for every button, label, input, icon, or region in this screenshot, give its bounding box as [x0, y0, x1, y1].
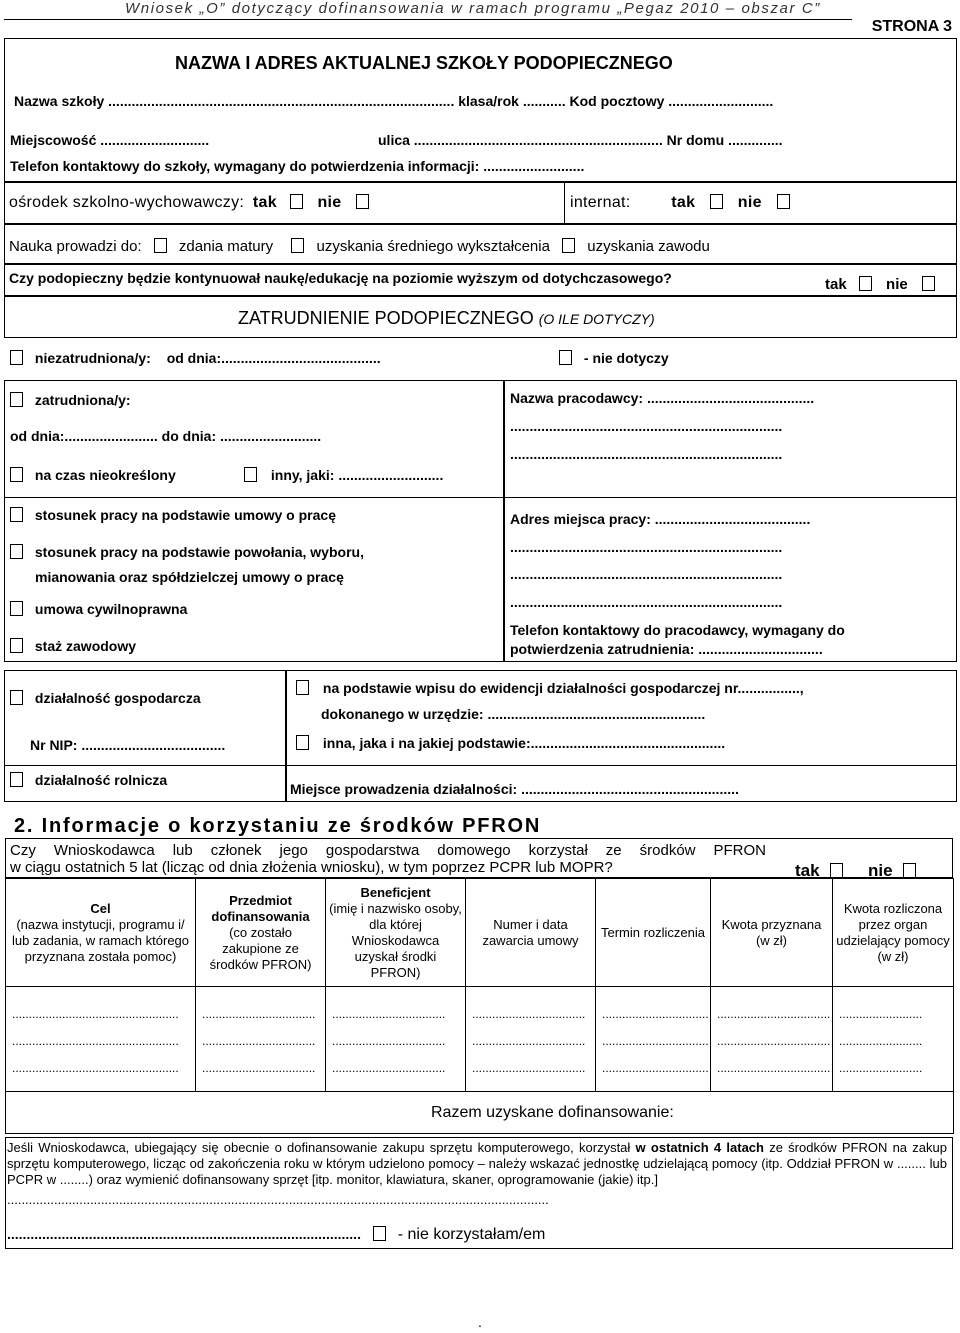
school-phone-field[interactable]: Telefon kontaktowy do szkoły, wymagany do potwierdzenia informacji: ..........................: [10, 158, 585, 174]
employed-dates-field[interactable]: od dnia:........................ do dnia: ..........................: [10, 428, 322, 444]
continue-nie-checkbox[interactable]: [922, 276, 935, 291]
col-cel-title: Cel: [90, 900, 111, 916]
indefinite-checkbox[interactable]: [10, 467, 23, 482]
school-city-field[interactable]: Miejscowość ............................: [10, 132, 210, 148]
osrodek-tak-label: tak: [252, 194, 277, 211]
employer-name-field[interactable]: Nazwa pracodawcy: ...........................................: [510, 390, 815, 406]
not-applicable-label: - nie dotyczy: [583, 350, 669, 366]
school-section-title: NAZWA I ADRES AKTUALNEJ SZKOŁY PODOPIECZNEGO: [175, 53, 673, 73]
pfron-tak-checkbox[interactable]: [830, 863, 843, 878]
internat-tak-checkbox[interactable]: [710, 194, 723, 209]
contract1-checkbox[interactable]: [10, 507, 23, 522]
pfron-question-1: Czy Wnioskodawca lub członek jego gospodarstwa domowego korzystał ze środków PFRON: [10, 842, 766, 859]
osrodek-nie-checkbox[interactable]: [356, 194, 369, 209]
pfron-question-2: w ciągu ostatnich 5 lat (licząc od dnia złożenia wniosku), w tym poprzez PCPR lub MOPR?: [10, 859, 613, 876]
unemployed-since-field[interactable]: od dnia:.........................................: [166, 350, 381, 366]
footer-dot: .: [478, 1314, 482, 1330]
contract3-checkbox[interactable]: [10, 601, 23, 616]
school-name-field[interactable]: Nazwa szkoły ......................................................................................... klasa/rok ........... Kod pocztowy ...........................: [14, 93, 774, 109]
employer-divider: [504, 497, 957, 498]
contract4-checkbox[interactable]: [10, 638, 23, 653]
not-applicable-checkbox[interactable]: [559, 350, 572, 365]
contract2-label: stosunek pracy na podstawie powołania, wyboru,: [34, 544, 364, 560]
note-text-2: ze środków PFRON na zakup sprzętu komputerowego, licząc od zakończenia roku w którym udzielono pomocy – należy wskazać jednostkę udzielającą pomocy (itp. Oddział PFRON w ........ lub PCPR w ........) oraz wymienić dofinansowany sprzęt [itp. monitor, klawiatura, skaner, oprogramowanie (jakie) itp.]: [7, 1140, 947, 1187]
nip-field[interactable]: Nr NIP: .....................................: [30, 737, 226, 753]
table-cell-kwota-rozliczona[interactable]: ......................... ......................... .........................: [833, 987, 954, 1092]
col-beneficjent-sub: (imię i nazwisko osoby, dla której Wnioskodawca uzyskał środki PFRON): [329, 900, 462, 980]
pfron-table: [5, 878, 954, 1134]
table-cell-kwota-przyznana[interactable]: .................................. .................................. ..................................: [711, 987, 833, 1092]
other-term-field[interactable]: inny, jaki: ...........................: [270, 467, 444, 483]
pfron-nie-checkbox[interactable]: [903, 863, 916, 878]
note-paragraph: [7, 1140, 947, 1188]
contract1-label: stosunek pracy na podstawie umowy o pracę: [34, 507, 336, 523]
business-label: działalność gospodarcza: [34, 690, 201, 706]
not-used-checkbox[interactable]: [373, 1226, 386, 1241]
workplace-dots-3[interactable]: ......................................................................: [510, 594, 783, 610]
note-dots-line-2[interactable]: ...........................................................................................: [7, 1226, 361, 1242]
col-beneficjent-title: Beneficjent: [360, 884, 431, 900]
nauka-matura-checkbox[interactable]: [154, 238, 167, 253]
business-divider: [4, 765, 957, 766]
continue-tak-label: tak: [825, 276, 847, 293]
continue-nie-label: nie: [886, 276, 908, 293]
col-header-cel: [6, 879, 196, 987]
note-text-bold: w ostatnich 4 latach: [635, 1140, 764, 1155]
employer-name-dots-2[interactable]: ......................................................................: [510, 446, 783, 462]
col-header-beneficjent: [326, 879, 466, 987]
col-przedmiot-title: Przedmiot dofinansowania: [211, 892, 310, 924]
employer-phone-field[interactable]: potwierdzenia zatrudnienia: ................................: [510, 641, 823, 657]
total-row: [6, 1092, 954, 1134]
business-checkbox[interactable]: [10, 690, 23, 705]
unemployed-checkbox[interactable]: [10, 350, 23, 365]
col-przedmiot-sub: (co zostało zakupione ze środków PFRON): [209, 924, 312, 972]
workplace-address-field[interactable]: Adres miejsca pracy: ........................................: [510, 511, 811, 527]
unemployed-label: niezatrudniona/y:: [34, 350, 151, 366]
table-cell-cel[interactable]: .................................................. .................................................. ..................................................: [6, 987, 196, 1092]
business-office-field[interactable]: dokonanego w urzędzie: ........................................................: [321, 706, 706, 722]
indefinite-label: na czas nieokreślony: [34, 467, 176, 483]
header-rule: [4, 19, 852, 20]
table-cell-przedmiot[interactable]: .................................. .................................. ..................................: [196, 987, 326, 1092]
contract2-checkbox[interactable]: [10, 544, 23, 559]
table-cell-beneficjent[interactable]: .................................. .................................. ..................................: [326, 987, 466, 1092]
employer-name-dots-1[interactable]: ......................................................................: [510, 418, 783, 434]
contract2-label-cont: mianowania oraz spółdzielczej umowy o pracę: [35, 569, 344, 585]
workplace-dots-2[interactable]: ......................................................................: [510, 566, 783, 582]
employer-phone-label: Telefon kontaktowy do pracodawcy, wymagany do: [510, 622, 845, 638]
internat-nie-label: nie: [737, 194, 762, 211]
nauka-srednie-label: uzyskania średniego wykształcenia: [316, 238, 550, 255]
nauka-zawod-label: uzyskania zawodu: [587, 238, 710, 255]
employed-label: zatrudniona/y:: [34, 392, 131, 408]
business-reg-field[interactable]: na podstawie wpisu do ewidencji działalności gospodarczej nr................,: [322, 680, 804, 696]
col-header-przedmiot: [196, 879, 326, 987]
other-term-checkbox[interactable]: [244, 467, 257, 482]
employment-title: ZATRUDNIENIE PODOPIECZNEGO: [238, 308, 534, 328]
internat-nie-checkbox[interactable]: [777, 194, 790, 209]
col-header-kwota-przyznana: Kwota przyznana (w zł): [711, 879, 833, 987]
col-header-termin: Termin rozliczenia: [596, 879, 711, 987]
note-dots-line-1[interactable]: ......................................................................................................................................................: [7, 1192, 549, 1207]
pfron-section-title: 2. Informacje o korzystaniu ze środków PFRON: [14, 815, 542, 837]
osrodek-tak-checkbox[interactable]: [290, 194, 303, 209]
business-other-checkbox[interactable]: [296, 735, 309, 750]
workplace-dots-1[interactable]: ......................................................................: [510, 539, 783, 555]
business-place-field[interactable]: Miejsce prowadzenia działalności: ........................................................: [290, 781, 739, 797]
col-header-kwota-rozliczona: Kwota rozliczona przez organ udzielający pomocy (w zł): [833, 879, 954, 987]
table-cell-termin[interactable]: ................................ ................................ ................................: [596, 987, 711, 1092]
total-label: Razem uzyskane dofinansowanie:: [431, 1103, 674, 1121]
not-used-label: - nie korzystałam/em: [397, 1226, 546, 1243]
document-header: Wniosek „O” dotyczący dofinansowania w ramach programu „Pegaz 2010 – obszar C”: [125, 0, 821, 17]
contract3-label: umowa cywilnoprawna: [34, 601, 188, 617]
osrodek-label: ośrodek szkolno-wychowawczy:: [9, 194, 245, 211]
employed-checkbox[interactable]: [10, 392, 23, 407]
farming-checkbox[interactable]: [10, 772, 23, 787]
col-header-umowa: Numer i data zawarcia umowy: [466, 879, 596, 987]
nauka-srednie-checkbox[interactable]: [291, 238, 304, 253]
note-text-1: Jeśli Wnioskodawca, ubiegający się obecnie o dofinansowanie zakupu sprzętu komputerowego, korzystał: [7, 1140, 636, 1155]
pfron-nie-label: nie: [868, 861, 893, 880]
page-number: STRONA 3: [871, 18, 952, 35]
nauka-label: Nauka prowadzi do:: [9, 238, 142, 255]
nauka-matura-label: zdania matury: [178, 238, 274, 255]
osrodek-nie-label: nie: [317, 194, 342, 211]
business-other-field[interactable]: inna, jaka i na jakiej podstawie:..................................................: [322, 735, 726, 751]
continue-question: Czy podopieczny będzie kontynuował naukę/edukację na poziomie wyższym od dotychczasowego?: [9, 270, 672, 286]
internat-tak-label: tak: [671, 194, 696, 211]
col-cel-sub: (nazwa instytucji, programu i/ lub zadania, w ramach którego przyznana została pomoc): [11, 916, 190, 964]
nauka-zawod-checkbox[interactable]: [562, 238, 575, 253]
table-cell-umowa[interactable]: .................................. .................................. ..................................: [466, 987, 596, 1092]
internat-label: internat:: [570, 194, 631, 211]
farming-label: działalność rolnicza: [34, 772, 168, 788]
employed-divider: [4, 497, 504, 498]
pfron-tak-label: tak: [795, 861, 820, 880]
continue-tak-checkbox[interactable]: [859, 276, 872, 291]
employment-note: (O ILE DOTYCZY): [538, 311, 655, 327]
contract4-label: staż zawodowy: [34, 638, 137, 654]
business-reg-checkbox[interactable]: [296, 680, 309, 695]
school-street-field[interactable]: ulica ................................................................ Nr domu ..............: [378, 132, 783, 148]
